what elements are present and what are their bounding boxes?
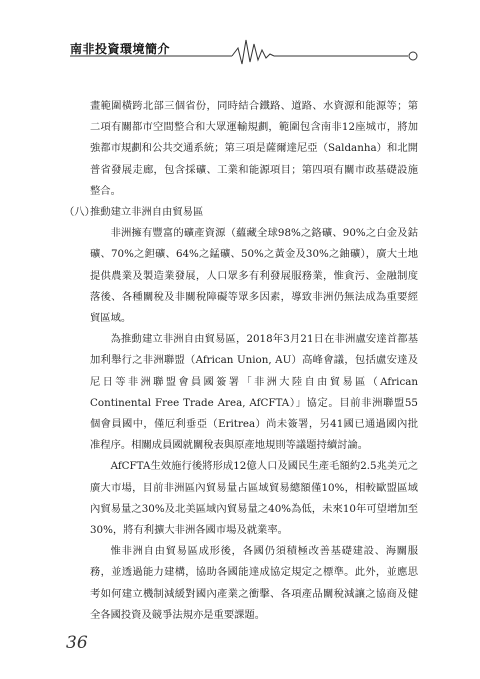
body-text [64, 96, 418, 626]
section-number: （八） [64, 206, 95, 219]
running-header [70, 30, 430, 66]
paragraph-3: 為推動建立非洲自由貿易區，2018年3月21日在非洲盧安達首都基加利舉行之非洲聯盟（African Union, AU）高峰會議，包括盧安達及尼日等非洲聯盟會員國簽署「非洲大陸自由貿易區（African Continental Free Trade Area, AfCFTA）」協定。目前非洲聯盟55個會員國中，僅厄利垂亞（Eritrea）尚未簽署，另41國已通過國內批准程序。相關成員國就關稅表與原產地規則等議題持續討論。 [90, 333, 418, 452]
header-title: 南非投資環境簡介 [70, 42, 171, 56]
paragraph-4: AfCFTA生效施行後將形成12億人口及國民生產毛額約2.5兆美元之廣大市場，目前非洲區內貿易量占區域貿易總額僅10%，相較歐盟區域內貿易量之30%及北美區域內貿易量之40%為低，未來10年可望增加至30%，將有利擴大非洲各國市場及就業率。 [90, 460, 418, 537]
header-zigzag [232, 40, 274, 64]
paragraph-1: 畫範圍橫跨北部三個省份，同時結合鐵路、道路、水資源和能源等；第二項有關都市空間整合和大眾運輸規劃，範圍包含南非12座城市，將加強都市規劃和公共交通系統；第三項是薩爾達尼亞（Saldanha）和北開普省發展走廊，包含採礦、工業和能源項目；第四項有關市政基礎設施整合。 [90, 100, 418, 197]
paragraph-2: 非洲擁有豐富的礦產資源（蘊藏全球98%之鉻礦、90%之白金及鈷礦、70%之鉭礦、64%之錳礦、50%之黃金及30%之鈾礦），廣大土地提供農業及製造業發展，人口眾多有利發展服務業，惟貪污、金融制度落後、各種關稅及非關稅障礙等眾多因素，導致非洲仍無法成為重要經貿區域。 [90, 227, 418, 325]
section-title: 推動建立非洲自由貿易區 [90, 206, 204, 219]
page-number: 36 [66, 633, 88, 653]
paragraph-5: 惟非洲自由貿易區成形後，各國仍須積極改善基礎建設、海關服務，並透過能力建構，協助各國能達成協定規定之標準。此外，並應思考如何建立機制減緩對國內產業之衝擊、各項產品關稅減讓之協商及健全各國投資及競爭法規亦是重要課題。 [90, 545, 418, 621]
section-heading [64, 202, 418, 223]
header-rule-dot [409, 52, 417, 60]
